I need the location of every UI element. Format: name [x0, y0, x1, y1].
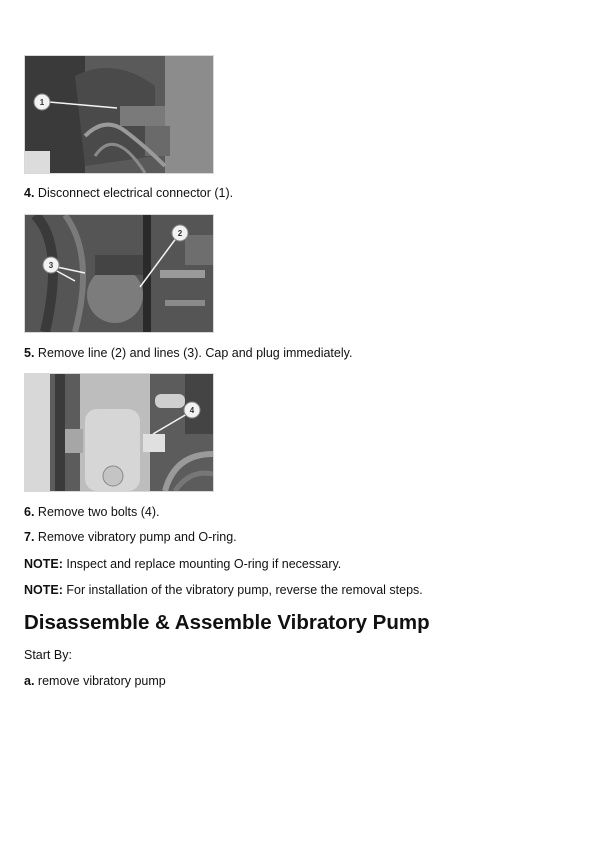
step-text: Remove vibratory pump and O-ring.: [37, 530, 237, 544]
callout-1: 1: [39, 98, 45, 107]
step-number: 5.: [24, 346, 35, 360]
step-number: 7.: [24, 530, 35, 544]
figure-mounting-bolts: [24, 373, 214, 492]
note-label: NOTE:: [24, 583, 63, 597]
figure-hydraulic-lines: [24, 214, 214, 333]
step-6: [24, 504, 160, 520]
step-4: [24, 185, 233, 201]
photo-mounting-bolts: [25, 374, 213, 491]
item-letter: a.: [24, 674, 35, 688]
step-text: Remove two bolts (4).: [37, 505, 160, 519]
note-1: [24, 556, 341, 572]
photo-hydraulic-lines: [25, 215, 213, 332]
step-text: Disconnect electrical connector (1).: [37, 186, 234, 200]
figure-electrical-connector: [24, 55, 214, 174]
step-number: 4.: [24, 186, 35, 200]
note-text: For installation of the vibratory pump, reverse the removal steps.: [66, 583, 423, 597]
note-2: [24, 582, 423, 598]
callout-4: 4: [189, 406, 195, 415]
step-text: Remove line (2) and lines (3). Cap and plug immediately.: [37, 346, 353, 360]
start-by-label: Start By:: [24, 648, 72, 662]
section-heading: Disassemble & Assemble Vibratory Pump: [24, 611, 430, 634]
photo-electrical-connector: [25, 56, 213, 173]
step-number: 6.: [24, 505, 35, 519]
item-text: remove vibratory pump: [37, 674, 166, 688]
callout-2: 2: [177, 229, 183, 238]
step-7: [24, 529, 237, 545]
note-label: NOTE:: [24, 557, 63, 571]
callout-3: 3: [48, 261, 54, 270]
start-by-item-a: [24, 673, 166, 689]
step-5: [24, 345, 352, 361]
note-text: Inspect and replace mounting O-ring if necessary.: [66, 557, 342, 571]
